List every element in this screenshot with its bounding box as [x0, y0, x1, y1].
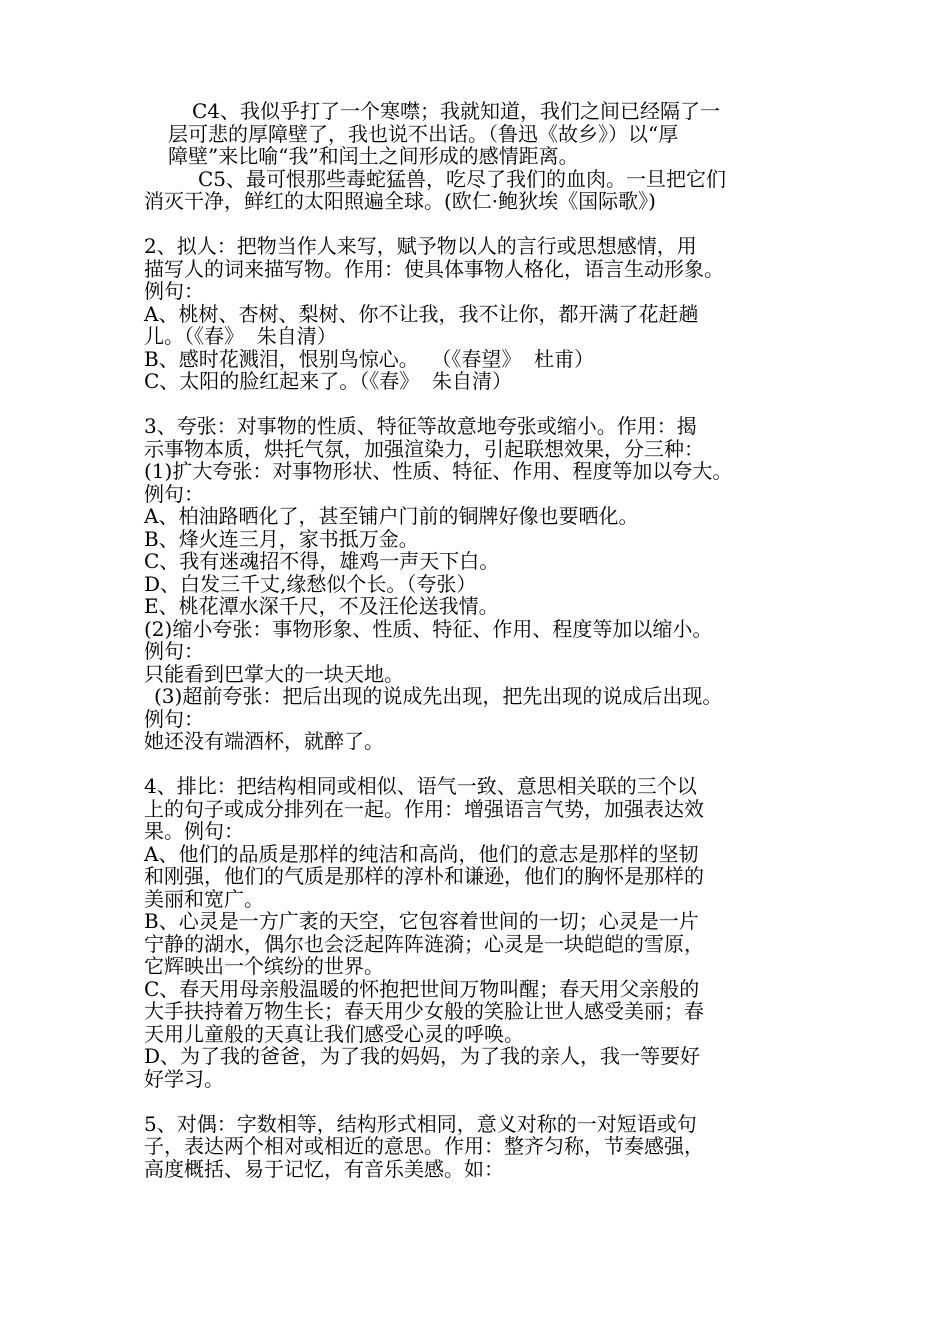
text-line: 只能看到巴掌大的一块天地。 [144, 661, 404, 686]
text-line: C4、我似乎打了一个寒噤；我就知道，我们之间已经隔了一 [192, 99, 721, 123]
text-line: 它辉映出一个缤纷的世界。 [144, 954, 384, 978]
section-heading: 2、拟人：把物当作人来写，赋予物以人的言行或思想感情，用 [144, 234, 697, 258]
text-line: C、太阳的脸红起来了。（《春》 朱自清） [144, 369, 513, 393]
text-line: 子，表达两个相对或相近的意思。作用：整齐匀称，节奏感强， [144, 1134, 704, 1158]
section-heading: 5、对偶：字数相等，结构形式相同，意义对称的一对短语或句 [144, 1111, 697, 1136]
section-hyperbole [144, 415, 816, 753]
text-line: 和刚强，他们的气质是那样的淳朴和谦逊，他们的胸怀是那样的 [144, 864, 704, 888]
paragraph-gap [144, 1090, 816, 1113]
text-line: 障壁”来比喻“我”和闰土之间形成的感情距离。 [168, 144, 579, 168]
section-parallelism [144, 775, 816, 1090]
text-line: 美丽和宽广。 [144, 886, 264, 911]
text-line: 儿。（《春》 朱自清） [144, 324, 337, 348]
text-line: A、他们的品质是那样的纯洁和高尚，他们的意志是那样的坚韧 [144, 841, 699, 866]
text-line: B、心灵是一方广袤的天空，它包容着世间的一切；心灵是一片 [144, 909, 699, 933]
text-line: C、我有迷魂招不得，雄鸡一声天下白。 [144, 549, 500, 573]
text-line: A、柏油路晒化了，甚至铺户门前的铜牌好像也要晒化。 [144, 504, 639, 528]
text-line: 层可悲的厚障壁了，我也说不出话。（鲁迅《故乡》）以“厚 [168, 121, 679, 146]
text-line: 消灭干净，鲜红的太阳照遍全球。(欧仁·鲍狄埃《国际歌》) [144, 189, 656, 213]
section-personification [144, 235, 816, 393]
text-line: 好学习。 [144, 1066, 224, 1091]
text-line: A、桃树、杏树、梨树、你不让我，我不让你，都开满了花赶趟 [144, 301, 699, 326]
paragraph-gap [144, 393, 816, 416]
text-line: E、桃花潭水深千尺，不及汪伦送我情。 [144, 594, 499, 618]
metaphor-example-c5 [144, 168, 816, 213]
text-line: 高度概括、易于记忆，有音乐美感。如： [144, 1156, 504, 1181]
text-line: D、白发三千丈,缘愁似个长。（夸张） [144, 571, 477, 596]
text-line: 例句： [144, 639, 204, 663]
section-antithesis [144, 1113, 816, 1181]
section-heading: 3、夸张：对事物的性质、特征等故意地夸张或缩小。作用：揭 [144, 414, 697, 438]
text-line: 大手扶持着万物生长；春天用少女般的笑脸让世人感受美丽；春 [144, 999, 704, 1023]
text-line: 例句： [144, 279, 204, 303]
text-line: B、感时花溅泪，恨别鸟惊心。 （《春望》 杜甫） [144, 346, 595, 371]
text-line: 天用儿童般的天真让我们感受心灵的呼唤。 [144, 1021, 524, 1046]
text-line: (3)超前夸张：把后出现的说成先出现，把先出现的说成后出现。 [154, 684, 723, 708]
text-line: 上的句子或成分排列在一起。作用：增强语言气势，加强表达效 [144, 796, 704, 821]
paragraph-gap [144, 753, 816, 776]
text-line: (2)缩小夸张：事物形象、性质、特征、作用、程度等加以缩小。 [144, 616, 713, 641]
text-line: 宁静的湖水，偶尔也会泛起阵阵涟漪；心灵是一块皑皑的雪原， [144, 931, 704, 956]
document-page [144, 100, 816, 1180]
text-line: 描写人的词来描写物。作用：使具体事物人格化，语言生动形象。 [144, 256, 724, 281]
text-line: B、烽火连三月，家书抵万金。 [144, 526, 419, 551]
text-line: 果。例句： [144, 819, 244, 843]
text-line: D、为了我的爸爸，为了我的妈妈，为了我的亲人，我一等要好 [144, 1044, 701, 1068]
section-heading: 4、排比：把结构相同或相似、语气一致、意思相关联的三个以 [144, 774, 697, 798]
text-line: 例句： [144, 706, 204, 731]
text-line: C、春天用母亲般温暖的怀抱把世间万物叫醒；春天用父亲般的 [144, 976, 700, 1001]
text-line: 例句： [144, 481, 204, 506]
text-line: 示事物本质，烘托气氛，加强渲染力，引起联想效果，分三种： [144, 436, 704, 461]
text-line: 她还没有端酒杯，就醉了。 [144, 729, 384, 753]
text-line: (1)扩大夸张：对事物形状、性质、特征、作用、程度等加以夸大。 [144, 459, 733, 483]
metaphor-example-c4 [144, 100, 816, 168]
paragraph-gap [144, 213, 816, 236]
text-line: C5、最可恨那些毒蛇猛兽，吃尽了我们的血肉。一旦把它们 [198, 166, 727, 191]
